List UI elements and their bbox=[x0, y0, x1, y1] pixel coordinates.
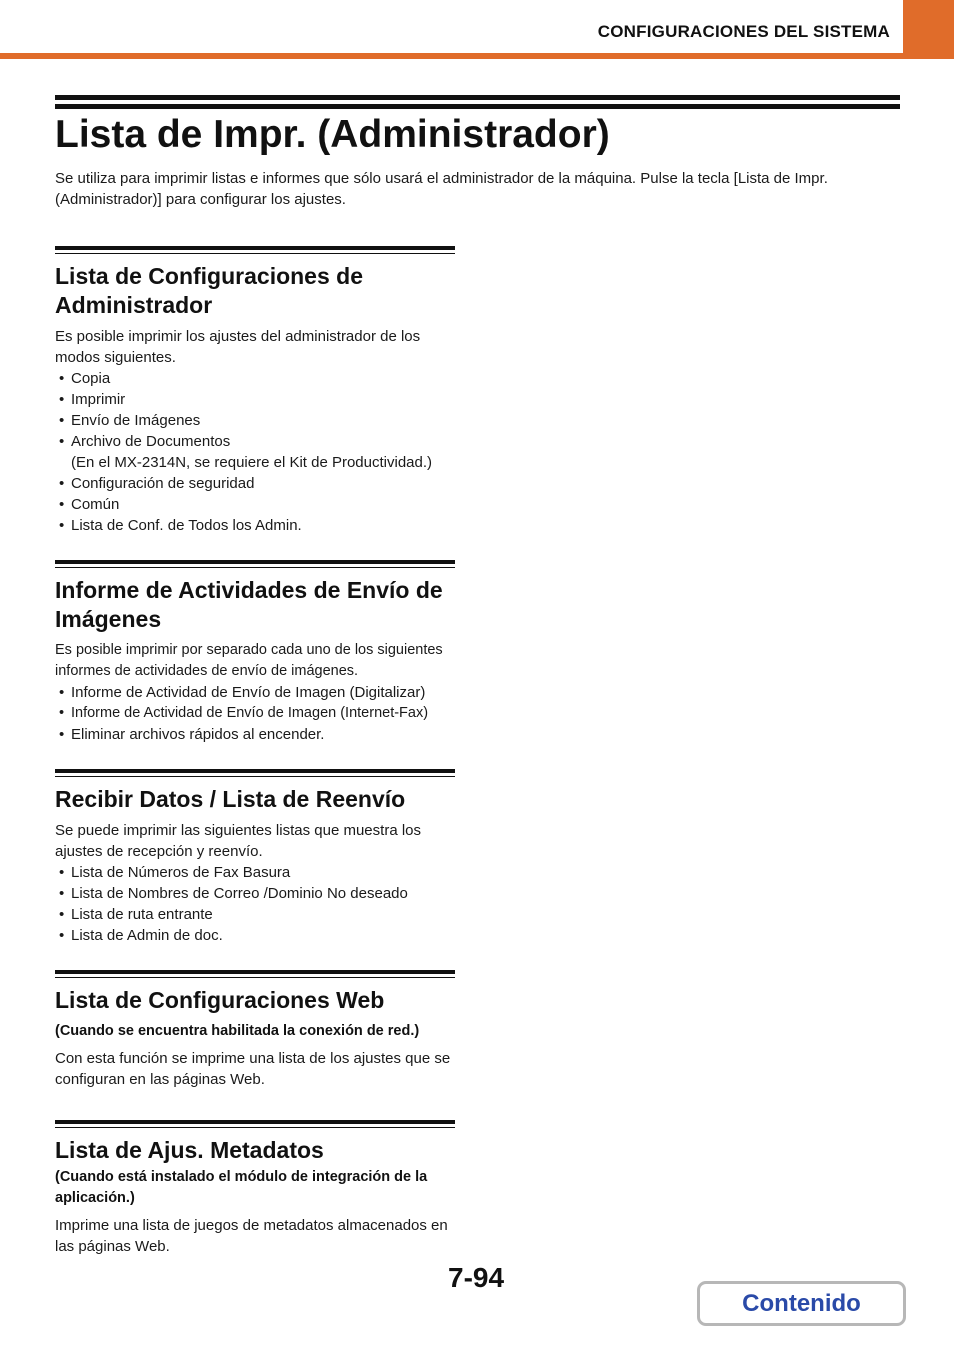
section-rule bbox=[55, 246, 455, 254]
list-item-note: (En el MX-2314N, se requiere el Kit de Productividad.) bbox=[71, 454, 433, 471]
bullet-list bbox=[55, 368, 455, 536]
section-heading: Lista de Ajus. Metadatos bbox=[55, 1137, 324, 1163]
header-divider bbox=[0, 53, 954, 59]
list-item: • Lista de Conf. de Todos los Admin. bbox=[59, 517, 302, 534]
header-section-title: CONFIGURACIONES DEL SISTEMA bbox=[597, 22, 890, 41]
list-item: • Común bbox=[59, 496, 120, 513]
header-tab bbox=[903, 0, 954, 53]
list-item: • Lista de ruta entrante bbox=[59, 906, 213, 923]
section-rule bbox=[55, 1120, 455, 1128]
section-condition-note: (Cuando se encuentra habilitada la conexión de red.) bbox=[55, 1023, 420, 1039]
section-heading: Informe de Actividades de Envío de Imágenes bbox=[55, 577, 443, 632]
section-metadata-settings-list bbox=[55, 1120, 455, 1257]
bullet-list bbox=[55, 862, 455, 946]
section-admin-settings-list bbox=[55, 246, 455, 536]
section-condition-note: (Cuando está instalado el módulo de integración de la aplicación.) bbox=[55, 1169, 428, 1206]
list-item: • Envío de Imágenes bbox=[59, 412, 201, 429]
page-number: 7-94 bbox=[448, 1262, 505, 1293]
list-item: • Lista de Números de Fax Basura bbox=[59, 864, 291, 881]
section-heading: Recibir Datos / Lista de Reenvío bbox=[55, 786, 406, 812]
page-title: Lista de Impr. (Administrador) bbox=[55, 113, 610, 156]
list-item: • Informe de Actividad de Envío de Imagen (Digitalizar) bbox=[59, 684, 426, 701]
section-body: Es posible imprimir por separado cada uno de los siguientes informes de actividades de envío de imágenes. bbox=[55, 642, 443, 679]
list-item: • Informe de Actividad de Envío de Imagen (Internet-Fax) bbox=[59, 705, 429, 721]
contents-button[interactable]: Contenido bbox=[697, 1281, 906, 1326]
list-item: • Lista de Nombres de Correo /Dominio No deseado bbox=[59, 885, 408, 902]
section-rule bbox=[55, 970, 455, 978]
section-body: Es posible imprimir los ajustes del administrador de los modos siguientes. bbox=[55, 328, 421, 366]
list-item: • Lista de Admin de doc. bbox=[59, 927, 223, 944]
section-image-send-activity-report bbox=[55, 560, 455, 745]
section-receive-forward-list bbox=[55, 769, 455, 946]
list-item: • Archivo de Documentos (En el MX-2314N, se requiere el Kit de Productividad.) bbox=[55, 431, 455, 473]
section-rule bbox=[55, 769, 455, 777]
list-item: • Imprimir bbox=[59, 391, 126, 408]
title-rule bbox=[55, 95, 900, 109]
list-item: • Configuración de seguridad bbox=[59, 475, 255, 492]
section-web-settings-list bbox=[55, 970, 455, 1090]
section-heading: Lista de Configuraciones Web bbox=[55, 987, 385, 1013]
bullet-list bbox=[55, 682, 455, 745]
section-body: Imprime una lista de juegos de metadatos almacenados en las páginas Web. bbox=[55, 1217, 448, 1255]
list-item: • Eliminar archivos rápidos al encender. bbox=[59, 726, 325, 743]
intro-text: Se utiliza para imprimir listas e informes que sólo usará el administrador de la máquina. Pulse la tecla [Lista de Impr. (Administrador)] para configurar los ajustes. bbox=[55, 170, 828, 208]
section-body: Se puede imprimir las siguientes listas que muestra los ajustes de recepción y reenvío. bbox=[55, 822, 421, 860]
section-body: Con esta función se imprime una lista de los ajustes que se configuran en las páginas Web. bbox=[55, 1050, 451, 1088]
section-rule bbox=[55, 560, 455, 568]
section-heading: Lista de Configuraciones de Administrador bbox=[55, 263, 363, 318]
list-item: • Copia bbox=[59, 370, 111, 387]
